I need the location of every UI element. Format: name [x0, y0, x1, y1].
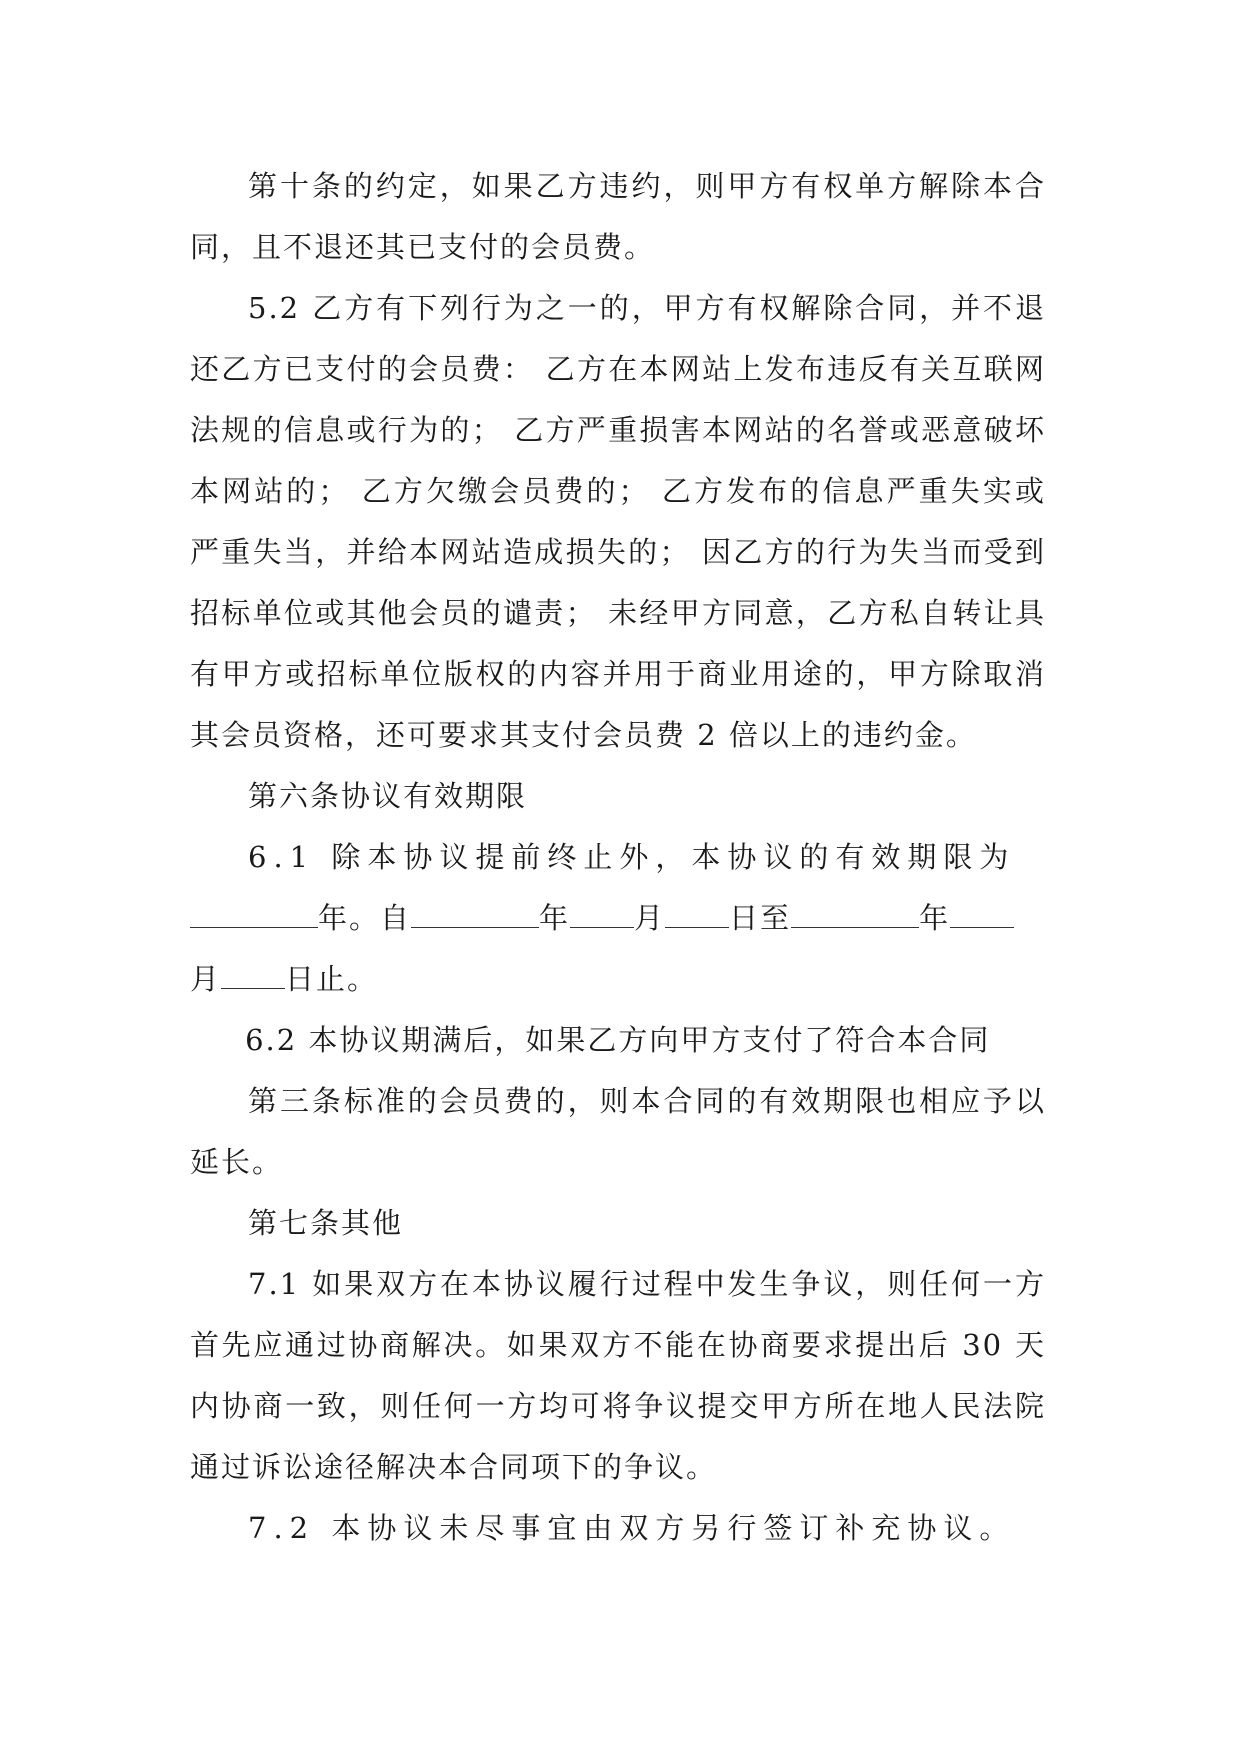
document-page	[190, 156, 1048, 1559]
text-year-from: 年。自	[318, 901, 412, 935]
blank-years[interactable]	[190, 901, 318, 928]
validity-period-line	[190, 888, 1048, 949]
paragraph-5-2: 5.2 乙方有下列行为之一的，甲方有权解除合同，并不退还乙方已支付的会员费： 乙方在本网站上发布违反有关互联网法规的信息或行为的； 乙方严重损害本网站的名誉或恶意破坏本网站的； 乙方欠缴会员费的； 乙方发布的信息严重失实或严重失当，并给本网站造成损失的； 因乙方的行为失当而受到招标单位或其他会员的谴责； 未经甲方同意，乙方私自转让具有甲方或招标单位版权的内容并用于商业用途的，甲方除取消其会员资格，还可要求其支付会员费 2 倍以上的违约金。	[190, 291, 1046, 752]
paragraph-6-1: 6.1 除本协议提前终止外，本协议的有效期限为	[248, 840, 1016, 874]
blank-end-month[interactable]	[950, 901, 1014, 928]
validity-period-line-2	[190, 949, 1048, 1010]
paragraph-article-10-continuation: 第十条的约定，如果乙方违约，则甲方有权单方解除本合同，且不退还其已支付的会员费。	[190, 169, 1046, 264]
text-year: 年	[539, 901, 571, 935]
heading-article-6: 第六条协议有效期限	[248, 779, 528, 813]
paragraph-7-1: 7.1 如果双方在本协议履行过程中发生争议，则任何一方首先应通过协商解决。如果双方不能在协商要求提出后 30 天内协商一致，则任何一方均可将争议提交甲方所在地人民法院通过诉讼途径解决本合同项下的争议。	[190, 1267, 1046, 1484]
paragraph-6-2: 6.2 本协议期满后，如果乙方向甲方支付了符合本合同	[245, 1023, 991, 1057]
blank-start-day[interactable]	[665, 901, 729, 928]
blank-end-day[interactable]	[221, 962, 285, 989]
text-month-end: 月	[190, 962, 222, 996]
text-month: 月	[634, 901, 666, 935]
text-year-end: 年	[919, 901, 951, 935]
blank-end-year[interactable]	[791, 901, 919, 928]
text-day-to: 日至	[729, 901, 792, 935]
paragraph-7-2: 7.2 本协议未尽事宜由双方另行签订补充协议。	[248, 1511, 1016, 1545]
blank-start-year[interactable]	[411, 901, 539, 928]
paragraph-6-2-continuation: 第三条标准的会员费的，则本合同的有效期限也相应予以延长。	[190, 1084, 1046, 1179]
text-end: 日止。	[285, 962, 379, 996]
blank-start-month[interactable]	[570, 901, 634, 928]
heading-article-7: 第七条其他	[248, 1206, 404, 1240]
